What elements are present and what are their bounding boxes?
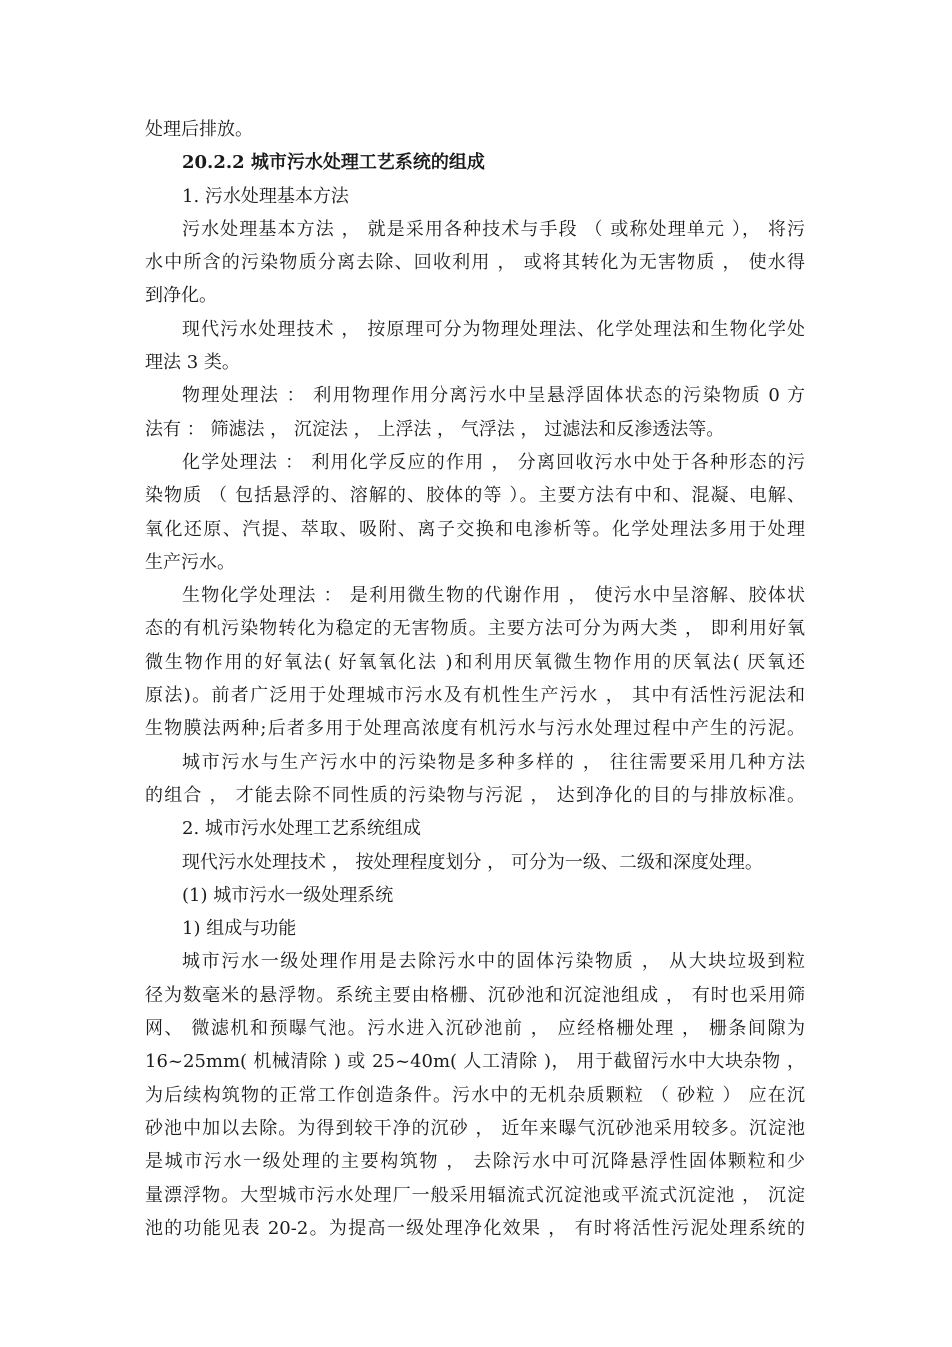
text-line: 生物化学处理法 ： 是利用微生物的代谢作用 ， 使污水中呈溶解、胶体状 bbox=[182, 585, 805, 607]
text-line: 是城市污水一级处理的主要构筑物 ， 去除污水中可沉降悬浮性固体颗粒和少 bbox=[145, 1151, 805, 1173]
section-heading: 20.2.2 城市污水处理工艺系统的组成 bbox=[182, 152, 485, 174]
text-line: 法有 ： 筛滤法 ， 沉淀法 ， 上浮法 ， 气浮法 ， 过滤法和反渗透法等。 bbox=[145, 418, 725, 440]
text-line: 网、 微滤机和预曝气池。污水进入沉砂池前 ， 应经格栅处理 ， 栅条间隙为 bbox=[145, 1018, 805, 1040]
text-line: 处理后排放。 bbox=[145, 119, 253, 140]
text-line: 理法 3 类。 bbox=[145, 352, 240, 374]
text-line: 城市污水一级处理作用是去除污水中的固体污染物质 ， 从大块垃圾到粒 bbox=[182, 951, 805, 973]
text-line: 现代污水处理技术 ， 按处理程度划分 ， 可分为一级、二级和深度处理。 bbox=[182, 851, 763, 873]
text-line: 染物质 （ 包括悬浮的、溶解的、胶体的等 ）。主要方法有中和、混凝、电解、 bbox=[145, 485, 805, 507]
subsection-heading: 1) 组成与功能 bbox=[182, 918, 297, 940]
text-line: 污水处理基本方法 ， 就是采用各种技术与手段 （ 或称处理单元 ）， 将污 bbox=[182, 218, 805, 240]
text-line: 为后续构筑物的正常工作创造条件。污水中的无机杂质颗粒 （ 砂粒 ） 应在沉 bbox=[145, 1084, 805, 1106]
body-text bbox=[145, 113, 805, 1245]
subsection-heading: (1) 城市污水一级处理系统 bbox=[182, 884, 394, 906]
text-line: 氧化还原、汽提、萃取、吸附、离子交换和电渗析等。化学处理法多用于处理 bbox=[145, 518, 805, 540]
text-line: 径为数毫米的悬浮物。系统主要由格栅、沉砂池和沉淀池组成 ， 有时也采用筛 bbox=[145, 984, 805, 1006]
text-line: 城市污水与生产污水中的污染物是多种多样的 ， 往往需要采用几种方法 bbox=[182, 751, 805, 773]
text-line: 原法)。前者广泛用于处理城市污水及有机性生产污水 ， 其中有活性污泥法和 bbox=[145, 685, 805, 707]
text-line: 到净化。 bbox=[145, 285, 217, 307]
text-line: 态的有机污染物转化为稳定的无害物质。主要方法可分为两大类 ， 即利用好氧 bbox=[145, 618, 805, 640]
text-line: 现代污水处理技术 ， 按原理可分为物理处理法、化学处理法和生物化学处 bbox=[182, 318, 805, 340]
text-line: 水中所含的污染物质分离去除、回收利用 ， 或将其转化为无害物质 ， 使水得 bbox=[145, 252, 805, 274]
subsection-heading: 1. 污水处理基本方法 bbox=[182, 185, 349, 207]
text-line: 池的功能见表 20-2。为提高一级处理净化效果 ， 有时将活性污泥处理系统的 bbox=[145, 1217, 805, 1239]
text-line: 生物膜法两种;后者多用于处理高浓度有机污水与污水处理过程中产生的污泥。 bbox=[145, 718, 805, 740]
text-line: 量漂浮物。大型城市污水处理厂一般采用辐流式沉淀池或平流式沉淀池 ， 沉淀 bbox=[145, 1184, 805, 1206]
text-line: 化学处理法 ： 利用化学反应的作用 ， 分离回收污水中处于各种形态的污 bbox=[182, 451, 805, 473]
subsection-heading: 2. 城市污水处理工艺系统组成 bbox=[182, 818, 421, 840]
text-line: 物理处理法 ： 利用物理作用分离污水中呈悬浮固体状态的污染物质 0 方 bbox=[182, 385, 805, 407]
text-line: 16~25mm( 机械清除 ) 或 25~40m( 人工清除 )， 用于截留污水中大块杂物 ， bbox=[145, 1051, 805, 1073]
text-line: 生产污水。 bbox=[145, 551, 235, 573]
text-line: 砂池中加以去除。为得到较干净的沉砂 ， 近年来曝气沉砂池采用较多。沉淀池 bbox=[145, 1117, 805, 1139]
text-line: 微生物作用的好氧法( 好氧氧化法 )和利用厌氧微生物作用的厌氧法( 厌氧还 bbox=[145, 651, 805, 673]
text-line: 的组合 ， 才能去除不同性质的污染物与污泥 ， 达到净化的目的与排放标准。 bbox=[145, 784, 805, 806]
